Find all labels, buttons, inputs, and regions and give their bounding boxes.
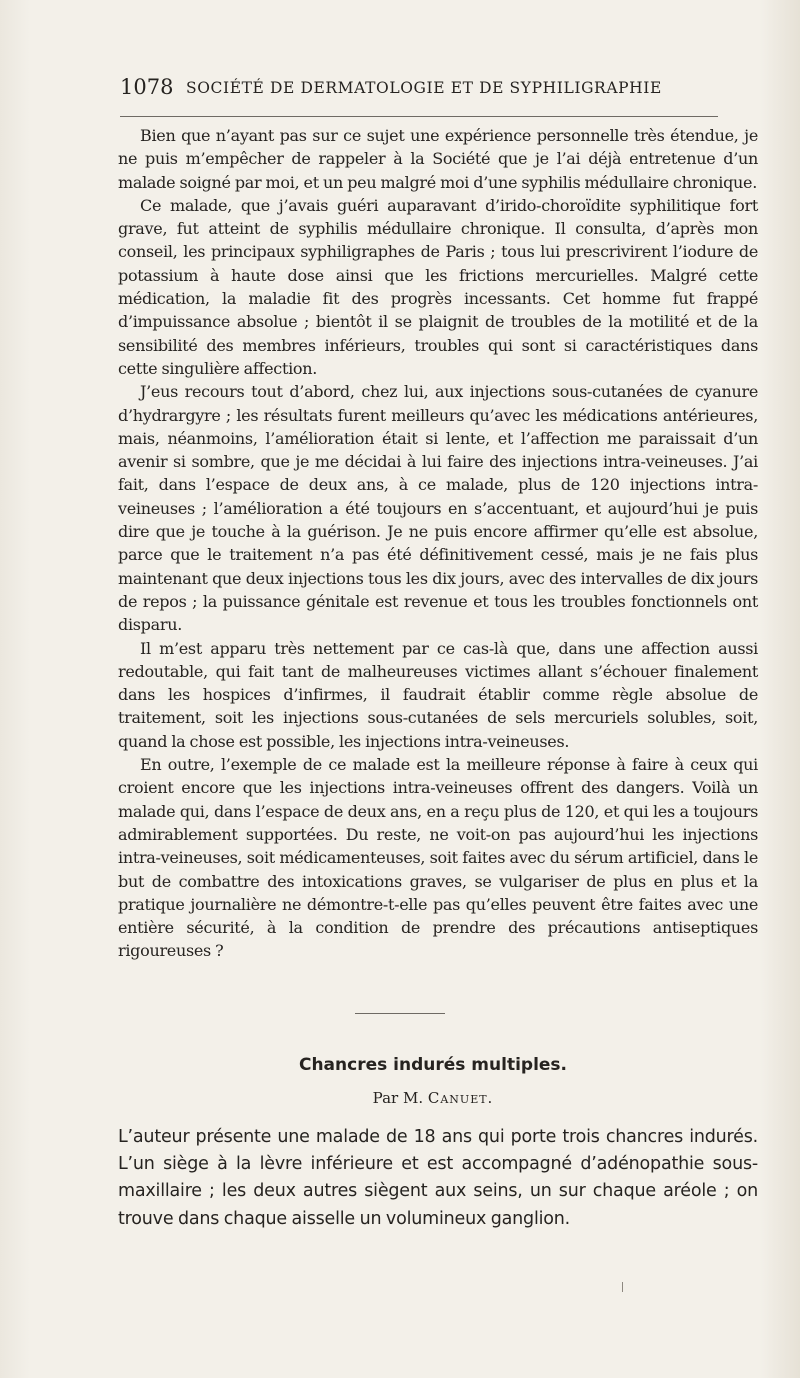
paragraph-2: Ce malade, que j’avais guéri auparavant d’irido-choroïdite syphilitique fort grave, fut atteint de syphilis médullaire chronique. Il consulta, d’après mon conseil, les principaux syphiligraphes de Paris ; tous lui prescrivirent l’iodure de potassium à haute dose ainsi que les frictions mercurielles. Malgré cette médication, la maladie fit des progrès incessants. Cet homme fut frappé d’impuissance absolue ; bientôt il se plaignit de troubles de la motilité et de la sensibilité des membres inférieurs, troubles qui sont si caractéristiques dans cette singulière affection.: [118, 195, 758, 378]
header-rule: [120, 116, 718, 117]
author-name: Canuet.: [427, 1089, 494, 1107]
section-title: Chancres indurés multiples.: [298, 1055, 568, 1075]
article-body: [118, 124, 758, 963]
running-title: SOCIÉTÉ DE DERMATOLOGIE ET DE SYPHILIGRAPHIE: [186, 79, 662, 97]
page-number: 1078: [120, 75, 174, 99]
paragraph-1: Bien que n’ayant pas sur ce sujet une expérience personnelle très étendue, je ne puis m’empêcher de rappeler à la Société que je l’ai déjà entretenue d’un malade soigné par moi, et un peu malgré moi d’une syphilis médullaire chronique.: [118, 126, 758, 192]
print-speck: [622, 1282, 623, 1292]
page-header: [120, 72, 760, 102]
abstract-paragraph: L’auteur présente une malade de 18 ans qui porte trois chancres indurés. L’un siège à la lèvre inférieure et est accompagné d’adénopathie sous-maxillaire ; les deux autres siègent aux seins, un sur chaque aréole ; on trouve dans chaque aisselle un volumineux ganglion.: [118, 1127, 758, 1229]
paragraph-5: En outre, l’exemple de ce malade est la meilleure réponse à faire à ceux qui croient encore que les injections intra-veineuses offrent des dangers. Voilà un malade qui, dans l’espace de deux ans, en a reçu plus de 120, et qui les a toujours admirablement supportées. Du reste, ne voit-on pas aujourd’hui les injections intra-veineuses, soit médicamenteuses, soit faites avec du sérum artificiel, dans le but de combattre des intoxications graves, se vulgariser de plus en plus et la pratique journalière ne démontre-t-elle pas qu’elles peuvent être faites avec une entière sécurité, à la condition de prendre des précautions antiseptiques rigoureuses ?: [118, 755, 758, 961]
section-divider: [355, 1013, 445, 1014]
paragraph-4: Il m’est apparu très nettement par ce cas-là que, dans une affection aussi redoutable, qui fait tant de malheureuses victimes allant s’échouer finalement dans les hospices d’infirmes, il faudrait établir comme règle absolue de traitement, soit les injections sous-cutanées de sels mercuriels solubles, soit, quand la chose est possible, les injections intra-veineuses.: [118, 638, 758, 751]
paragraph-3: J’eus recours tout d’abord, chez lui, aux injections sous-cutanées de cyanure d’hydrargyre ; les résultats furent meilleurs qu’avec les médications antérieures, mais, néanmoins, l’amélioration était si lente, et l’affection me paraissait d’un avenir si sombre, que je me décidai à lui faire des injections intra-veineuses. J’ai fait, dans l’espace de deux ans, à ce malade, plus de 120 injections intra-veineuses ; l’amélioration a été toujours en s’accentuant, et aujourd’hui je puis dire que je touche à la guérison. Je ne puis encore affirmer qu’elle est absolue, parce que le traitement n’a pas été définitivement cessé, mais je ne fais plus maintenant que deux injections tous les dix jours, avec des intervalles de dix jours de repos ; la puissance génitale est revenue et tous les troubles fonctionnels ont disparu.: [118, 382, 758, 635]
author-prefix: Par M.: [372, 1089, 424, 1107]
author-line: [118, 1087, 748, 1109]
